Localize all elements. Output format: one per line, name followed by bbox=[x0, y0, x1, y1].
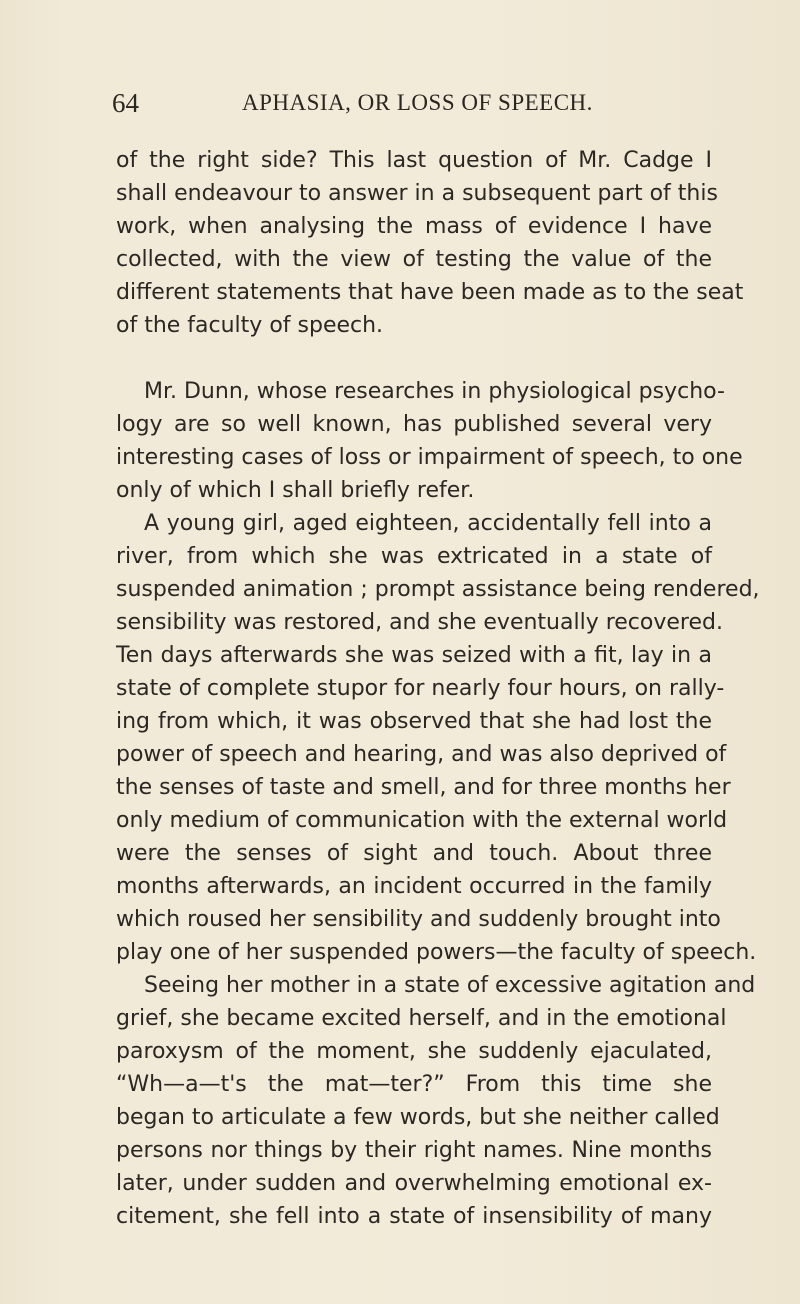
paragraph bbox=[116, 507, 760, 1233]
text-line: collected, with the view of testing the value of the bbox=[116, 247, 712, 272]
text-line: Mr. Dunn, whose researches in physiological psycho- bbox=[144, 379, 725, 404]
text-line: logy are so well known, has published several very bbox=[116, 412, 712, 437]
text-line: Seeing her mother in a state of excessive agitation and bbox=[144, 973, 756, 998]
text-line: power of speech and hearing, and was also deprived of bbox=[116, 742, 727, 767]
running-title: APHASIA, OR LOSS OF SPEECH. bbox=[242, 90, 593, 115]
text-line: play one of her suspended powers—the faculty of speech. bbox=[116, 940, 757, 965]
text-line: river, from which she was extricated in a state of bbox=[116, 544, 712, 569]
body-text bbox=[116, 144, 760, 1233]
page-number: 64 bbox=[112, 88, 139, 118]
text-line: only medium of communication with the external world bbox=[116, 808, 728, 833]
text-line: which roused her sensibility and suddenly brought into bbox=[116, 907, 721, 932]
text-line: months afterwards, an incident occurred in the family bbox=[116, 874, 712, 899]
text-line: grief, she became excited herself, and in the emotional bbox=[116, 1006, 727, 1031]
text-line: “Wh—a—t's the mat—ter?” From this time she bbox=[116, 1072, 712, 1097]
text-line: Ten days afterwards she was seized with a fit, lay in a bbox=[116, 643, 712, 668]
text-line: ing from which, it was observed that she had lost the bbox=[116, 709, 712, 734]
text-line: of the faculty of speech. bbox=[116, 313, 384, 338]
text-line: only of which I shall briefly refer. bbox=[116, 478, 475, 503]
paragraph bbox=[116, 144, 744, 342]
page-header bbox=[112, 88, 712, 122]
text-line: began to articulate a few words, but she neither called bbox=[116, 1105, 720, 1130]
text-line: state of complete stupor for nearly four hours, on rally- bbox=[116, 676, 725, 701]
text-line: A young girl, aged eighteen, accidentally fell into a bbox=[144, 511, 712, 536]
text-line: different statements that have been made as to the seat bbox=[116, 280, 744, 305]
text-line: paroxysm of the moment, she suddenly ejaculated, bbox=[116, 1039, 712, 1064]
text-line: citement, she fell into a state of insensibility of many bbox=[116, 1204, 712, 1229]
text-line: were the senses of sight and touch. About three bbox=[116, 841, 712, 866]
paragraph bbox=[116, 375, 743, 507]
text-line: of the right side? This last question of Mr. Cadge I bbox=[116, 148, 712, 173]
text-line: persons nor things by their right names. Nine months bbox=[116, 1138, 712, 1163]
text-line: sensibility was restored, and she eventually recovered. bbox=[116, 610, 723, 635]
text-line: suspended animation ; prompt assistance being rendered, bbox=[116, 577, 760, 602]
text-line: work, when analysing the mass of evidence I have bbox=[116, 214, 712, 239]
text-line: shall endeavour to answer in a subsequent part of this bbox=[116, 181, 718, 206]
text-line: interesting cases of loss or impairment of speech, to one bbox=[116, 445, 743, 470]
text-line: later, under sudden and overwhelming emotional ex- bbox=[116, 1171, 712, 1196]
text-line: the senses of taste and smell, and for three months her bbox=[116, 775, 731, 800]
